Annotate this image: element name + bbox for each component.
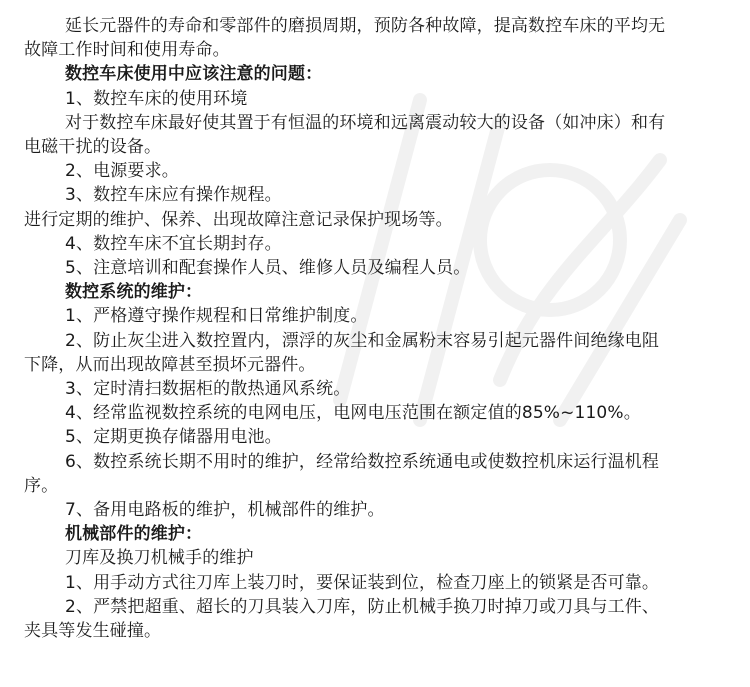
text-line: 夹具等发生碰撞。 [24, 621, 162, 642]
subsection-label: 刀库及换刀机械手的维护 [65, 548, 254, 569]
list-item: 7、备用电路板的维护，机械部件的维护。 [65, 500, 385, 521]
list-item: 1、严格遵守操作规程和日常维护制度。 [65, 306, 368, 327]
list-item: 2、电源要求。 [65, 161, 179, 182]
list-item: 2、防止灰尘进入数控置内，漂浮的灰尘和金属粉末容易引起元器件间绝缘电阻 [65, 330, 660, 351]
list-item: 5、定期更换存储器用电池。 [65, 427, 282, 448]
list-item: 3、定时清扫数据柜的散热通风系统。 [65, 379, 351, 400]
section-heading: 数控系统的维护： [65, 282, 203, 303]
document-body [24, 14, 736, 643]
list-item: 4、数控车床不宜长期封存。 [65, 233, 282, 254]
text-line: 下降，从而出现故障甚至损坏元器件。 [24, 354, 316, 375]
text-line: 故障工作时间和使用寿命。 [24, 40, 230, 61]
text-line: 延长元器件的寿命和零部件的磨损周期，预防各种故障，提高数控车床的平均无 [65, 16, 666, 36]
section-heading: 数控车床使用中应该注意的问题： [65, 64, 323, 85]
list-item: 1、数控车床的使用环境 [65, 88, 248, 109]
text-line: 序。 [24, 475, 59, 496]
list-item: 4、经常监视数控系统的电网电压，电网电压范围在额定值的85%~110%。 [65, 403, 641, 424]
list-item: 5、注意培训和配套操作人员、维修人员及编程人员。 [65, 258, 471, 279]
list-item: 1、用手动方式往刀库上装刀时，要保证装到位，检查刀座上的锁紧是否可靠。 [65, 572, 660, 593]
text-line: 对于数控车床最好使其置于有恒温的环境和远离震动较大的设备（如冲床）和有 [65, 112, 666, 133]
list-item: 6、数控系统长期不用时的维护，经常给数控系统通电或使数控机床运行温机程 [65, 451, 660, 472]
text-line: 电磁干扰的设备。 [24, 137, 162, 158]
list-item: 3、数控车床应有操作规程。 [65, 185, 282, 206]
text-line: 进行定期的维护、保养、出现故障注意记录保护现场等。 [24, 209, 453, 230]
section-heading: 机械部件的维护： [65, 524, 203, 545]
list-item: 2、严禁把超重、超长的刀具装入刀库，防止机械手换刀时掉刀或刀具与工件、 [65, 596, 660, 617]
